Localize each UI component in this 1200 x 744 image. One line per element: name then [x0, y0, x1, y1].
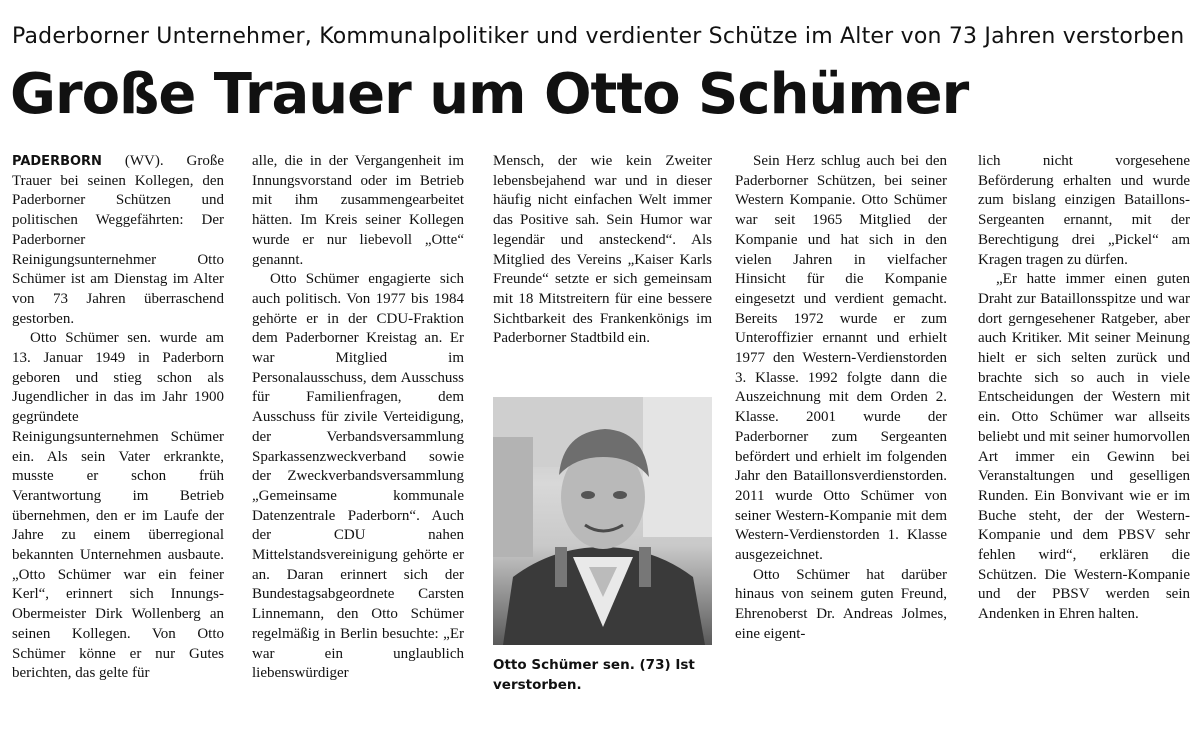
portrait-photo [493, 397, 712, 645]
paragraph: alle, die in der Vergangenheit im Innungsvorstand oder im Betrieb mit ihm zusammengearbeitet hätten. Im Kreis seiner Kollegen wurde er nur liebevoll „Otte“ genannt. [252, 153, 464, 268]
portrait-illustration [493, 397, 712, 645]
paragraph: „Er hatte immer einen guten Draht zur Bataillonsspitze und war dort gerngesehener Ratgeber, aber auch Kritiker. Mit seiner Meinung hielt er sich selten zurück und brachte sich so auch in viele Entscheidungen der Western mit ein. Otto Schümer war allseits beliebt und mit seiner humorvollen Art immer ein Gewinn bei Veranstaltungen und geselligen Runden. Ein Bonvivant wie er im Buche steht, der der Western-Kompanie und dem PBSV sehr fehlen wird“, erklären die Schützen. Die Western-Kompanie und der PBSV werden sein Andenken in Ehren halten. [978, 271, 1190, 623]
paragraph: Sein Herz schlug auch bei den Paderborner Schützen, bei seiner Western Kompanie. Otto Schümer war seit 1965 Mitglied der Kompanie und hat sich in den vielen Jahren in vielfacher Hinsicht für die Kompanie eingesetzt und verdient gemacht. Bereits 1972 wurde er zum Unteroffizier ernannt und erhielt 1977 den Western-Verdienstorden 3. Klasse. 1992 folgte dann die Auszeichnung mit dem Orden 2. Klasse. 2001 wurde der Paderborner zum Sergeanten befördert und erhielt im folgenden Jahr den Bataillonsverdienstorden. 2011 wurde Otto Schümer von seiner Western-Kompanie mit dem Western-Verdienstorden 1. Klasse ausgezeichnet. [735, 153, 947, 564]
photo-caption: Otto Schümer sen. (73) Ist verstorben. [493, 657, 695, 693]
paragraph [12, 152, 224, 329]
paragraph: Mensch, der wie kein Zweiter lebensbejahend war und in dieser häufig nicht einfachen Welt immer das Positive sah. Sein Humor war legendär und ansteckend“. Als Mitglied des Vereins „Kaiser Karls Freunde“ setzte er sich gemeinsam mit 18 Mitstreitern für eine bessere Sichtbarkeit des Frankenkönigs im Paderborner Stadtbild ein. [493, 153, 712, 347]
dateline: PADERBORN [12, 154, 102, 169]
article-headline: Große Trauer um Otto Schümer [10, 62, 969, 127]
article-kicker: Paderborner Unternehmer, Kommunalpolitiker und verdienter Schütze im Alter von 73 Jahren verstorben [12, 24, 1185, 49]
paragraph: Otto Schümer sen. wurde am 13. Januar 1949 in Paderborn geboren und stieg schon als Jugendlicher in das im Jahr 1900 gegründete Reinigungsunternehmen Schümer ein. Als sein Vater erkrankte, musste er schon früh Verantwortung im Betrieb übernehmen, den er im Laufe der Jahre zu einem überregional bekannten Unternehmen ausbaute. „Otto Schümer war ein feiner Kerl“, erinnert sich Innungs-Obermeister Dirk Wollenberg an seinen Kollegen. Von Otto Schümer könne er nur Gutes berichten, das gelte für [12, 330, 224, 682]
paragraph-text: (WV). Große Trauer bei seinen Kollegen, den Paderborner Schützen und politischen Weggefährten: Der Paderborner Reinigungsunternehmer Otto Schümer ist am Dienstag im Alter von 73 Jahren überraschend gestorben. [12, 153, 224, 327]
paragraph: Otto Schümer hat darüber hinaus von seinem guten Freund, Ehrenoberst Dr. Andreas Jolmes, eine eigent- [735, 566, 947, 642]
paragraph: lich nicht vorgesehene Beförderung erhalten und wurde zum bislang einzigen Bataillons-Sergeanten ernannt, mit der Berechtigung drei „Pickel“ am Kragen tragen zu dürfen. [978, 153, 1190, 268]
paragraph: Otto Schümer engagierte sich auch politisch. Von 1977 bis 1984 gehörte er in der CDU-Fraktion dem Paderborner Kreistag an. Er war Mitglied im Personalausschuss, dem Ausschuss für Familienfragen, dem Ausschuss für zivile Verteidigung, der Verbandsversammlung Sparkassenzweckverband sowie der Zweckverbandsversammlung „Gemeinsame kommunale Datenzentrale Paderborn“. Auch der CDU nahen Mittelstandsvereinigung gehörte er an. Daran erinnert sich der Bundestagsabgeordnete Carsten Linnemann, den Otto Schümer regelmäßig in Berlin besuchte: „Er war ein unglaublich liebenswürdiger [252, 271, 464, 682]
article-column-2 [252, 152, 464, 684]
article-column-5 [978, 152, 1190, 625]
article-column-3 [493, 152, 712, 349]
article-column-4 [735, 152, 947, 645]
article-column-1 [12, 152, 224, 684]
